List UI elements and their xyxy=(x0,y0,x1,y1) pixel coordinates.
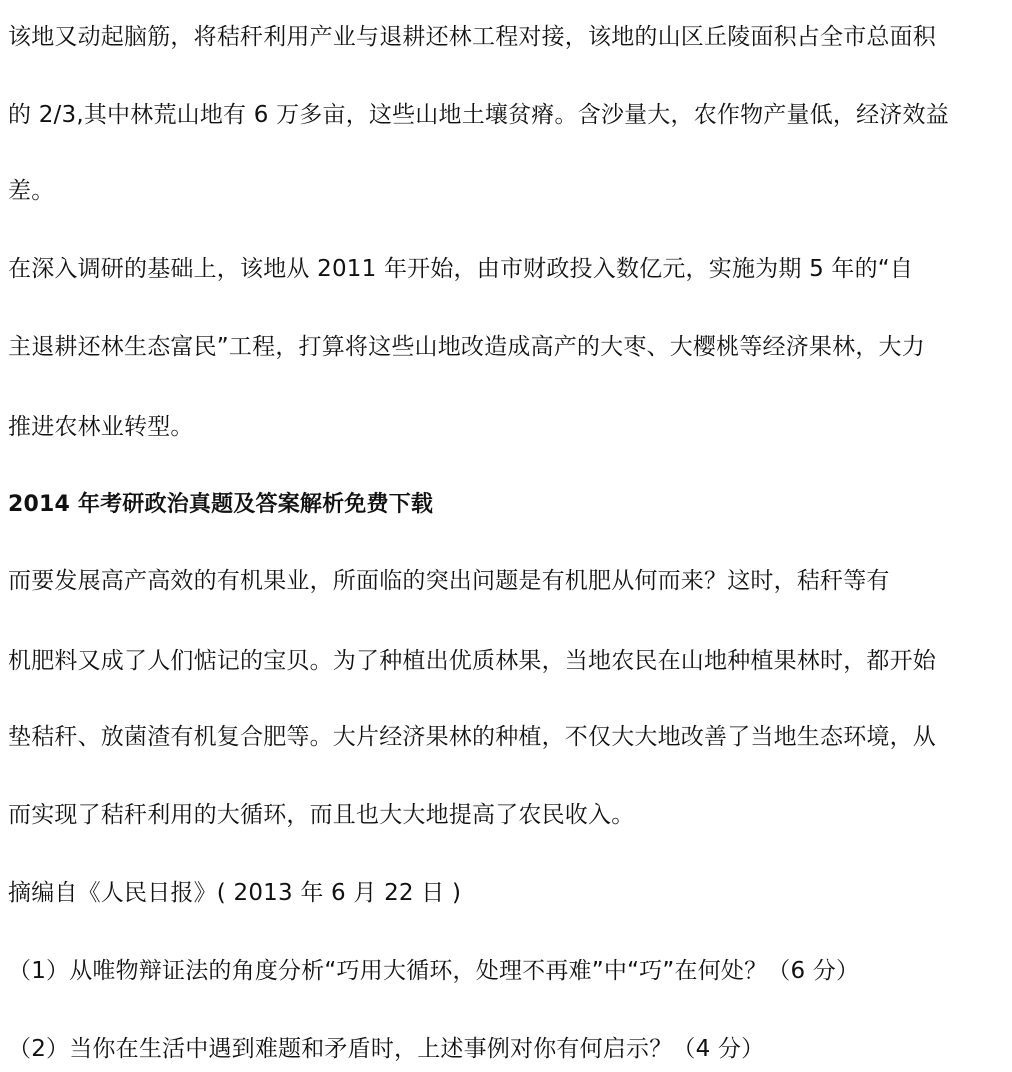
question-2: （2）当你在生活中遇到难题和矛盾时，上述事例对你有何启示？（4 分） xyxy=(8,1036,765,1062)
paragraph-line: 而要发展高产高效的有机果业，所面临的突出问题是有机肥从何而来？这时，秸秆等有 xyxy=(8,568,890,594)
paragraph-line: 在深入调研的基础上，该地从 2011 年开始，由市财政投入数亿元，实施为期 5 年的“自 xyxy=(8,256,914,282)
paragraph-line: 该地又动起脑筋，将秸秆利用产业与退耕还林工程对接，该地的山区丘陵面积占全市总面积 xyxy=(8,24,936,50)
download-heading: 2014 年考研政治真题及答案解析免费下载 xyxy=(8,492,434,517)
question-1: （1）从唯物辩证法的角度分析“巧用大循环，处理不再难”中“巧”在何处？（6 分） xyxy=(8,958,860,984)
paragraph-line: 主退耕还林生态富民”工程，打算将这些山地改造成高产的大枣、大樱桃等经济果林，大力 xyxy=(8,334,925,360)
paragraph-line: 推进农林业转型。 xyxy=(8,414,194,440)
paragraph-line: 垫秸秆、放菌渣有机复合肥等。大片经济果林的种植，不仅大大地改善了当地生态环境，从 xyxy=(8,724,936,750)
source-citation: 摘编自《人民日报》( 2013 年 6 月 22 日 ) xyxy=(8,880,462,906)
paragraph-line: 机肥料又成了人们惦记的宝贝。为了种植出优质林果，当地农民在山地种植果林时，都开始 xyxy=(8,648,936,674)
paragraph-line: 而实现了秸秆利用的大循环，而且也大大地提高了农民收入。 xyxy=(8,802,635,828)
paragraph-line: 的 2/3,其中林荒山地有 6 万多亩，这些山地土壤贫瘠。含沙量大，农作物产量低，经济效益 xyxy=(8,102,949,128)
paragraph-line: 差。 xyxy=(8,178,55,204)
